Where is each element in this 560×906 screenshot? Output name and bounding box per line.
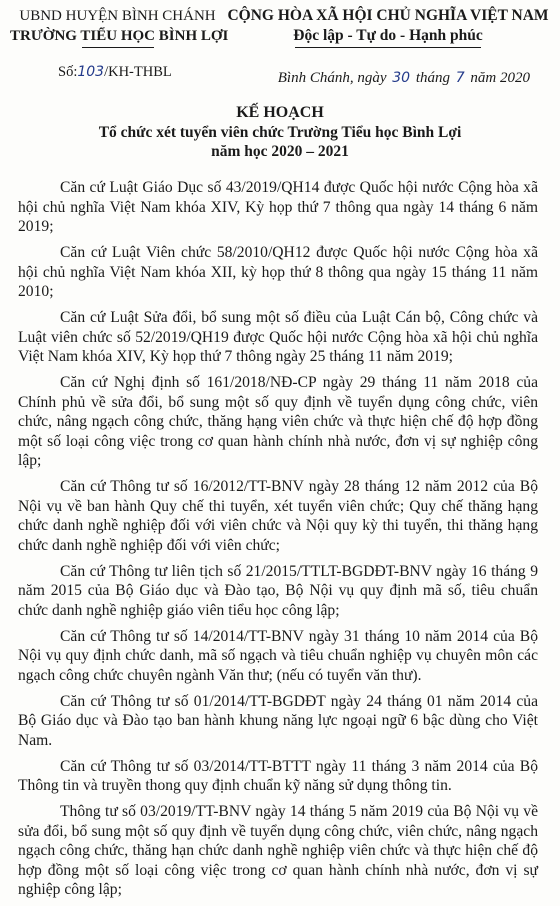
document-body: [18, 178, 538, 906]
legal-basis-paragraph: Căn cứ Thông tư số 03/2014/TT-BTTT ngày 11 tháng 3 năm 2014 của Bộ Thông tin và truyền thong quy định chuẩn kỹ năng sử dụng thông tin.: [18, 757, 538, 795]
national-heading: [222, 6, 554, 48]
issuing-organization: [10, 6, 229, 48]
doc-number-suffix: /KH-THBL: [104, 64, 172, 80]
legal-basis-paragraph: Căn cứ Thông tư liên tịch số 21/2015/TTLT-BGDĐT-BNV ngày 16 tháng 9 năm 2015 của Bộ Giáo dục và Đào tạo, Bộ Nội vụ quy định mã số, tiêu chuẩn chức danh nghề nghiệp giáo viên tiểu học công lập;: [18, 562, 538, 619]
school-name: TRƯỜNG TIỂU HỌC BÌNH LỢI: [10, 28, 229, 44]
date-day-handwritten: 30: [392, 70, 411, 86]
title-line-2: Tổ chức xét tuyển viên chức Trường Tiểu học Bình Lợi: [98, 124, 462, 141]
date-month-label: tháng: [415, 70, 450, 86]
org-underline: [82, 47, 154, 48]
title-line-3: năm học 2020 – 2021: [211, 143, 349, 160]
document-title: [0, 103, 560, 161]
date-year: năm 2020: [470, 70, 530, 86]
legal-basis-paragraph: Căn cứ Nghị định số 161/2018/NĐ-CP ngày 29 tháng 11 năm 2018 của Chính phủ về sửa đổi, bổ sung một số quy định về tuyển dụng công chức, viên chức, nâng ngạch công chức, thăng hạng viên chức và thực hiện chế độ hợp đồng một số loại công việc trong cơ quan hành chính nhà nước, đơn vị sự nghiệp công lập;: [18, 373, 538, 470]
legal-basis-paragraph: Thông tư số 03/2019/TT-BNV ngày 14 tháng 5 năm 2019 của Bộ Nội vụ về sửa đổi, bổ sung một số quy định về tuyển dụng công chức, viên chức, nâng ngạch ngạch công chức, thăng hạn chức danh nghề nghiệp viên chức và thực hiện chế độ hợp đồng một số loại công việc trong cơ quan hành chính nhà nước, đơn vị sự nghiệp công lập;: [18, 802, 538, 899]
date-month-handwritten: 7: [455, 70, 465, 86]
doc-number-prefix: Số:: [58, 64, 78, 80]
date-line: [278, 70, 530, 87]
legal-basis-paragraph: Căn cứ Thông tư số 14/2014/TT-BNV ngày 31 tháng 10 năm 2014 của Bộ Nội vụ quy định chức danh, mã số ngạch và tiêu chuẩn nghiệp vụ chuyên môn các ngạch công chức chuyên ngành Văn thư; (nếu có tuyển văn thư).: [18, 627, 538, 684]
document-number: [58, 64, 172, 81]
legal-basis-paragraph: Căn cứ Luật Sửa đổi, bổ sung một số điều của Luật Cán bộ, Công chức và Luật viên chức số 52/2019/QH19 được Quốc hội nước Cộng hòa xã hội chủ nghĩa Việt Nam khóa XIV, Kỳ họp thứ 7 thông ngày 25 tháng 11 năm 2019;: [18, 308, 538, 366]
nation-name: CỘNG HÒA XÃ HỘI CHỦ NGHĨA VIỆT NAM: [227, 7, 549, 24]
date-place: Bình Chánh, ngày: [277, 70, 387, 86]
legal-basis-paragraph: Căn cứ Thông tư số 01/2014/TT-BGDĐT ngày 24 tháng 01 năm 2014 của Bộ Giáo dục và Đào tạo ban hành khung năng lực ngoại ngữ 6 bậc dùng cho Việt Nam.: [18, 692, 538, 749]
national-motto: Độc lập - Tự do - Hạnh phúc: [293, 27, 483, 44]
legal-basis-paragraph: Căn cứ Luật Viên chức 58/2010/QH12 được Quốc hội nước Cộng hòa xã hội chủ nghĩa Việt Nam khóa XII, kỳ họp thứ 8 thông qua ngày 15 tháng 11 năm 2010;: [18, 243, 538, 301]
legal-basis-paragraph: Căn cứ Thông tư số 16/2012/TT-BNV ngày 28 tháng 12 năm 2012 của Bộ Nội vụ về ban hành Quy chế thi tuyển, xét tuyển viên chức; Quy chế thăng hạng chức danh nghề nghiệp đối với viên chức và Nội quy kỳ thi tuyển, thi thăng hạng chức danh nghề nghiệp đối với viên chức;: [18, 478, 538, 554]
motto-underline: [295, 47, 481, 48]
doc-number-handwritten: 103: [77, 64, 105, 80]
district-committee-name: UBND HUYỆN BÌNH CHÁNH: [19, 8, 216, 24]
legal-basis-paragraph: Căn cứ Luật Giáo Dục số 43/2019/QH14 được Quốc hội nước Cộng hòa xã hội chủ nghĩa Việt Nam khóa XIV, Kỳ họp thứ 7 thông qua ngày 14 tháng 6 năm 2019;: [18, 179, 538, 236]
title-line-1: KẾ HOẠCH: [236, 104, 324, 121]
